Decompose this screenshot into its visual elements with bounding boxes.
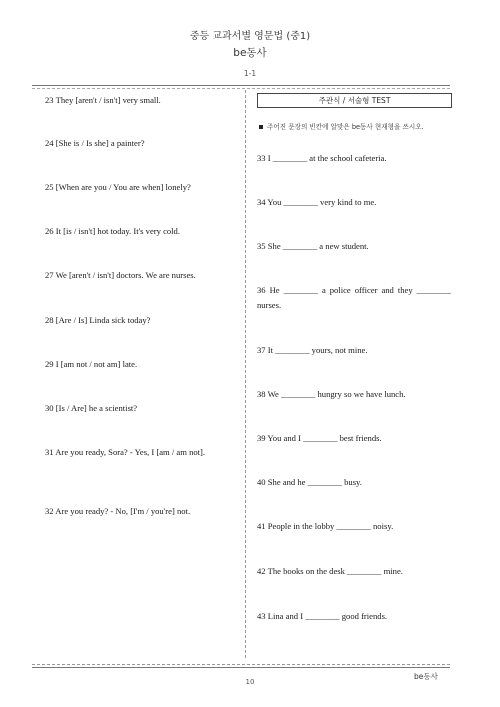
instruction-text: 주어진 문장의 빈칸에 알맞은 be동사 현재형을 쓰시오.: [267, 123, 424, 131]
question-42: 42 The books on the desk ________ mine.: [257, 566, 403, 576]
document-title: 중등 교과서별 영문법 (중1): [189, 31, 311, 42]
question-34: 34 You ________ very kind to me.: [257, 197, 377, 207]
question-24: 24 [She is / Is she] a painter?: [45, 138, 145, 148]
question-37: 37 It ________ yours, not mine.: [257, 345, 368, 355]
top-rule: [32, 85, 450, 86]
footer-tag: be동사: [414, 672, 438, 681]
page-number: 10: [245, 678, 255, 686]
section-box-title: 주관식 / 서술형 TEST: [257, 93, 452, 108]
question-43: 43 Lina and I ________ good friends.: [257, 611, 388, 621]
question-33: 33 I ________ at the school cafeteria.: [257, 153, 387, 163]
question-27: 27 We [aren't / isn't] doctors. We are nurses.: [45, 270, 196, 280]
question-39: 39 You and I ________ best friends.: [257, 433, 382, 443]
square-bullet-icon: [259, 125, 263, 129]
question-38: 38 We ________ hungry so we have lunch.: [257, 389, 406, 399]
question-29: 29 I [am not / not am] late.: [45, 359, 138, 369]
top-dashed-rule: [32, 88, 450, 89]
question-35: 35 She ________ a new student.: [257, 241, 369, 251]
bottom-rule: [32, 667, 450, 668]
bottom-dashed-rule: [32, 664, 450, 665]
question-26: 26 It [is / isn't] hot today. It's very cold.: [45, 226, 181, 236]
document-subtitle: be동사: [233, 47, 267, 59]
question-40: 40 She and he ________ busy.: [257, 477, 362, 487]
instruction: [257, 121, 451, 133]
column-divider: [245, 90, 246, 658]
question-41: 41 People in the lobby ________ noisy.: [257, 521, 394, 531]
question-30: 30 [Is / Are] he a scientist?: [45, 403, 138, 413]
question-25: 25 [When are you / You are when] lonely?: [45, 182, 191, 192]
unit-number: 1-1: [243, 69, 257, 78]
question-23: 23 They [aren't / isn't] very small.: [45, 95, 161, 105]
question-32: 32 Are you ready? - No, [I'm / you're] not.: [45, 506, 191, 516]
question-31: 31 Are you ready, Sora? - Yes, I [am / am not].: [45, 447, 206, 457]
question-28: 28 [Are / Is] Linda sick today?: [45, 315, 151, 325]
question-36: 36 He ________ a police officer and they ________ nurses.: [257, 285, 451, 310]
